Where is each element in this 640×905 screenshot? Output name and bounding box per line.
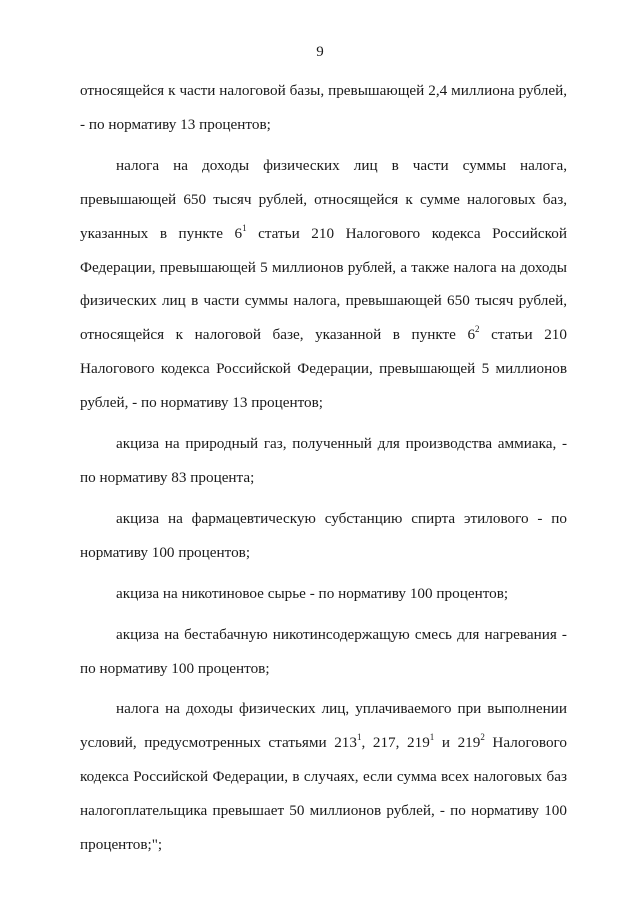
paragraph-text: относящейся к части налоговой базы, превышающей 2,4 миллиона рублей, - по нормативу 13 процентов;	[80, 82, 567, 133]
superscript-index: 2	[480, 732, 485, 743]
paragraph-text: налога на доходы физических лиц, уплачиваемого при выполнении условий, предусмотренных статьями 213	[80, 700, 567, 752]
paragraph-text: статьи 210 Налогового кодекса Российской Федерации, превышающей 5 миллионов рублей, а также налога на доходы физических лиц в части суммы налога, превышающей 650 тысяч рублей, относящейся к налоговой базе, указанной в пункте 6	[80, 224, 567, 344]
paragraph-text: Налогового кодекса Российской Федерации, в случаях, если сумма всех налоговых баз налогоплательщика превышает 50 миллионов рублей, - по нормативу 100 процентов;";	[80, 734, 567, 854]
superscript-index: 1	[242, 222, 247, 233]
paragraph-text: акциза на фармацевтическую субстанцию спирта этилового - по нормативу 100 процентов;	[80, 509, 567, 561]
paragraph-text: акциза на никотиновое сырье - по нормативу 100 процентов;	[116, 584, 509, 602]
page-number: 9	[316, 44, 324, 60]
paragraph-excise-nicotine-raw	[80, 577, 567, 611]
paragraph-text: , 217, 219	[361, 734, 430, 752]
paragraph-text: акциза на бестабачную никотинсодержащую смесь для нагревания - по нормативу 100 процентов;	[80, 625, 567, 677]
paragraph-excise-natural-gas	[80, 427, 567, 495]
paragraph-excise-nicotine-mix	[80, 618, 567, 686]
superscript-index: 2	[475, 324, 480, 335]
paragraph-text: статьи 210 Налогового кодекса Российской Федерации, превышающей 5 миллионов рублей, - по нормативу 13 процентов;	[80, 326, 567, 412]
paragraph-continuation	[80, 74, 567, 142]
superscript-index: 1	[429, 732, 435, 743]
paragraph-ndfl-50m	[80, 692, 567, 862]
paragraph-text: и 219	[434, 734, 481, 752]
document-body	[80, 74, 567, 869]
superscript-index: 1	[356, 732, 362, 743]
paragraph-ndfl-650k	[80, 149, 567, 420]
paragraph-text: налога на доходы физических лиц в части суммы налога, превышающей 650 тысяч рублей, относящейся к сумме налоговых баз, указанных в пункте 6	[80, 156, 567, 242]
paragraph-excise-ethyl-alcohol	[80, 502, 567, 570]
paragraph-text: акциза на природный газ, полученный для производства аммиака, - по нормативу 83 процента;	[80, 435, 567, 486]
